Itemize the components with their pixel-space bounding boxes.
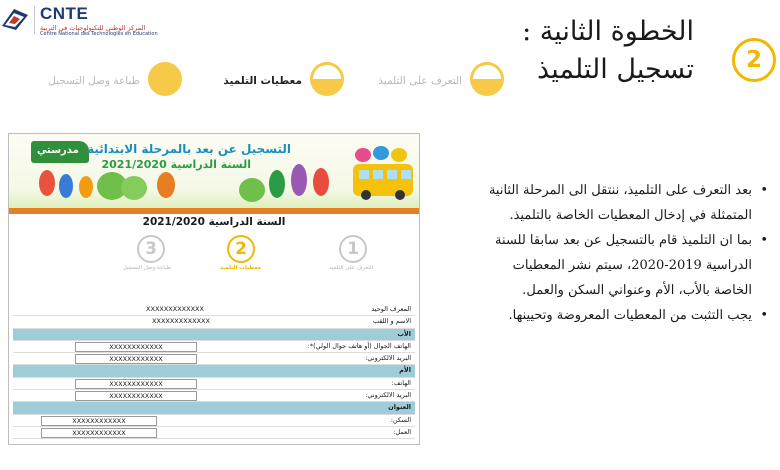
- logo-subtitle-ar: المركز الوطني للتكنولوجيات في التربية: [40, 24, 146, 32]
- form-row-mother-email: [13, 390, 415, 402]
- cnte-logo: [0, 4, 160, 38]
- address-section-label: العنوان: [388, 403, 411, 412]
- logo-subtitle-fr: Centre National des Technologies en Education: [40, 31, 158, 37]
- banner-title: التسجيل عن بعد بالمرحلة الابتدائية: [87, 142, 291, 156]
- registration-form-screenshot: [8, 133, 420, 445]
- mini-step-identify: [329, 235, 373, 275]
- slide-title-line1: الخطوة الثانية :: [522, 16, 694, 47]
- father-section-label: الأب: [397, 329, 411, 338]
- step-student-data: [214, 60, 344, 100]
- father-section-header: [13, 329, 415, 341]
- step-print-receipt-label: طباعة وصل التسجيل: [48, 75, 140, 87]
- form-banner: [9, 134, 419, 214]
- form-row-id: [13, 304, 415, 316]
- step-identify-label: التعرف على التلميذ: [378, 75, 462, 87]
- slide-title-line2: تسجيل التلميذ: [537, 54, 694, 85]
- child-illustration: [291, 164, 307, 196]
- id-value: XXXXXXXXXXXXX: [146, 305, 204, 313]
- instruction-item: • بما ان التلميذ قام بالتسجيل عن بعد سابقا للسنة الدراسية 2019-2020، سيتم نشر المعطيات الخاصة بالأب، الأم وعنواني السكن والعمل.: [476, 228, 768, 303]
- madrasati-flag: [31, 141, 89, 163]
- child-illustration: [157, 172, 175, 198]
- child-illustration: [79, 176, 93, 198]
- instruction-item: • يجب التثبت من المعطيات المعروضة وتحيينها.: [476, 303, 768, 328]
- step-print-receipt: [30, 60, 182, 100]
- address-section-header: [13, 402, 415, 414]
- step-print-receipt-indicator: [148, 62, 182, 96]
- school-bus-illustration: [353, 164, 413, 196]
- mother-section-header: [13, 365, 415, 377]
- cnte-emblem-icon: [0, 6, 30, 32]
- form-row-father-phone: [13, 341, 415, 353]
- mother-email-input[interactable]: XXXXXXXXXXXX: [75, 391, 197, 401]
- father-email-input[interactable]: XXXXXXXXXXXX: [75, 354, 197, 364]
- logo-name: CNTE: [40, 4, 89, 23]
- child-illustration: [313, 168, 329, 196]
- madrasati-flag-text: مدرستي: [37, 145, 79, 156]
- mini-step-print-receipt-label: طباعة وصل التسجيل: [122, 265, 171, 271]
- form-row-mother-phone: [13, 378, 415, 390]
- father-email-label: البريد الالكتروني:: [365, 354, 411, 363]
- home-address-label: السكن:: [390, 415, 411, 424]
- tree-illustration: [121, 176, 147, 200]
- umbrella-illustration: [355, 148, 371, 162]
- mini-step-print-receipt-number: 3: [137, 235, 165, 263]
- id-label: المعرف الوحيد: [371, 305, 411, 313]
- logo-separator: [34, 6, 35, 34]
- step-identify: [368, 60, 504, 100]
- step-student-data-label: معطيات التلميذ: [223, 75, 302, 87]
- school-year-heading: السنة الدراسية 2021/2020: [142, 216, 286, 228]
- form-row-name: [13, 316, 415, 328]
- step-student-data-indicator: [310, 62, 344, 96]
- umbrella-illustration: [391, 148, 407, 162]
- mini-step-identify-label: التعرف على التلميذ: [329, 265, 373, 271]
- mini-step-student-data-label: معطيات التلميذ: [219, 265, 261, 271]
- name-label: الاسم و اللقب: [372, 317, 411, 326]
- child-illustration: [59, 174, 73, 198]
- step-number-badge: 2: [732, 38, 776, 82]
- mother-phone-label: الهاتف:: [391, 378, 411, 387]
- banner-year: السنة الدراسية 2021/2020: [101, 158, 251, 171]
- child-illustration: [39, 170, 55, 196]
- mini-step-student-data-number: 2: [227, 235, 255, 263]
- slide-title: [522, 14, 694, 90]
- child-illustration: [269, 170, 285, 198]
- instruction-item: • بعد التعرف على التلميذ، ننتقل الى المرحلة الثانية المتمثلة في إدخال المعطيات الخاصة بالتلميذ.: [476, 178, 768, 228]
- home-address-input[interactable]: XXXXXXXXXXXX: [41, 416, 157, 426]
- work-address-label: العمل:: [393, 427, 411, 436]
- step-identify-indicator: [470, 62, 504, 96]
- work-address-input[interactable]: XXXXXXXXXXXX: [41, 428, 157, 438]
- mini-step-identify-number: 1: [339, 235, 367, 263]
- instructions-list: [476, 178, 768, 328]
- name-value: XXXXXXXXXXXXX: [152, 317, 210, 326]
- form-row-father-email: [13, 353, 415, 365]
- tree-illustration: [239, 178, 265, 202]
- mini-step-student-data: [221, 235, 261, 275]
- umbrella-illustration: [373, 146, 389, 160]
- form-row-work-address: [13, 427, 415, 439]
- mother-phone-input[interactable]: XXXXXXXXXXXX: [75, 379, 197, 389]
- mother-email-label: البريد الالكتروني:: [365, 391, 411, 400]
- banner-bottom-bar: [9, 208, 419, 214]
- father-phone-input[interactable]: XXXXXXXXXXXX: [75, 342, 197, 352]
- student-data-form: [13, 304, 415, 439]
- form-row-home-address: [13, 415, 415, 427]
- father-phone-label: الهاتف الجوال (أو هاتف جوال الولي)*:: [307, 341, 411, 350]
- mother-section-label: الأم: [399, 366, 411, 375]
- mini-step-print-receipt: [122, 235, 171, 275]
